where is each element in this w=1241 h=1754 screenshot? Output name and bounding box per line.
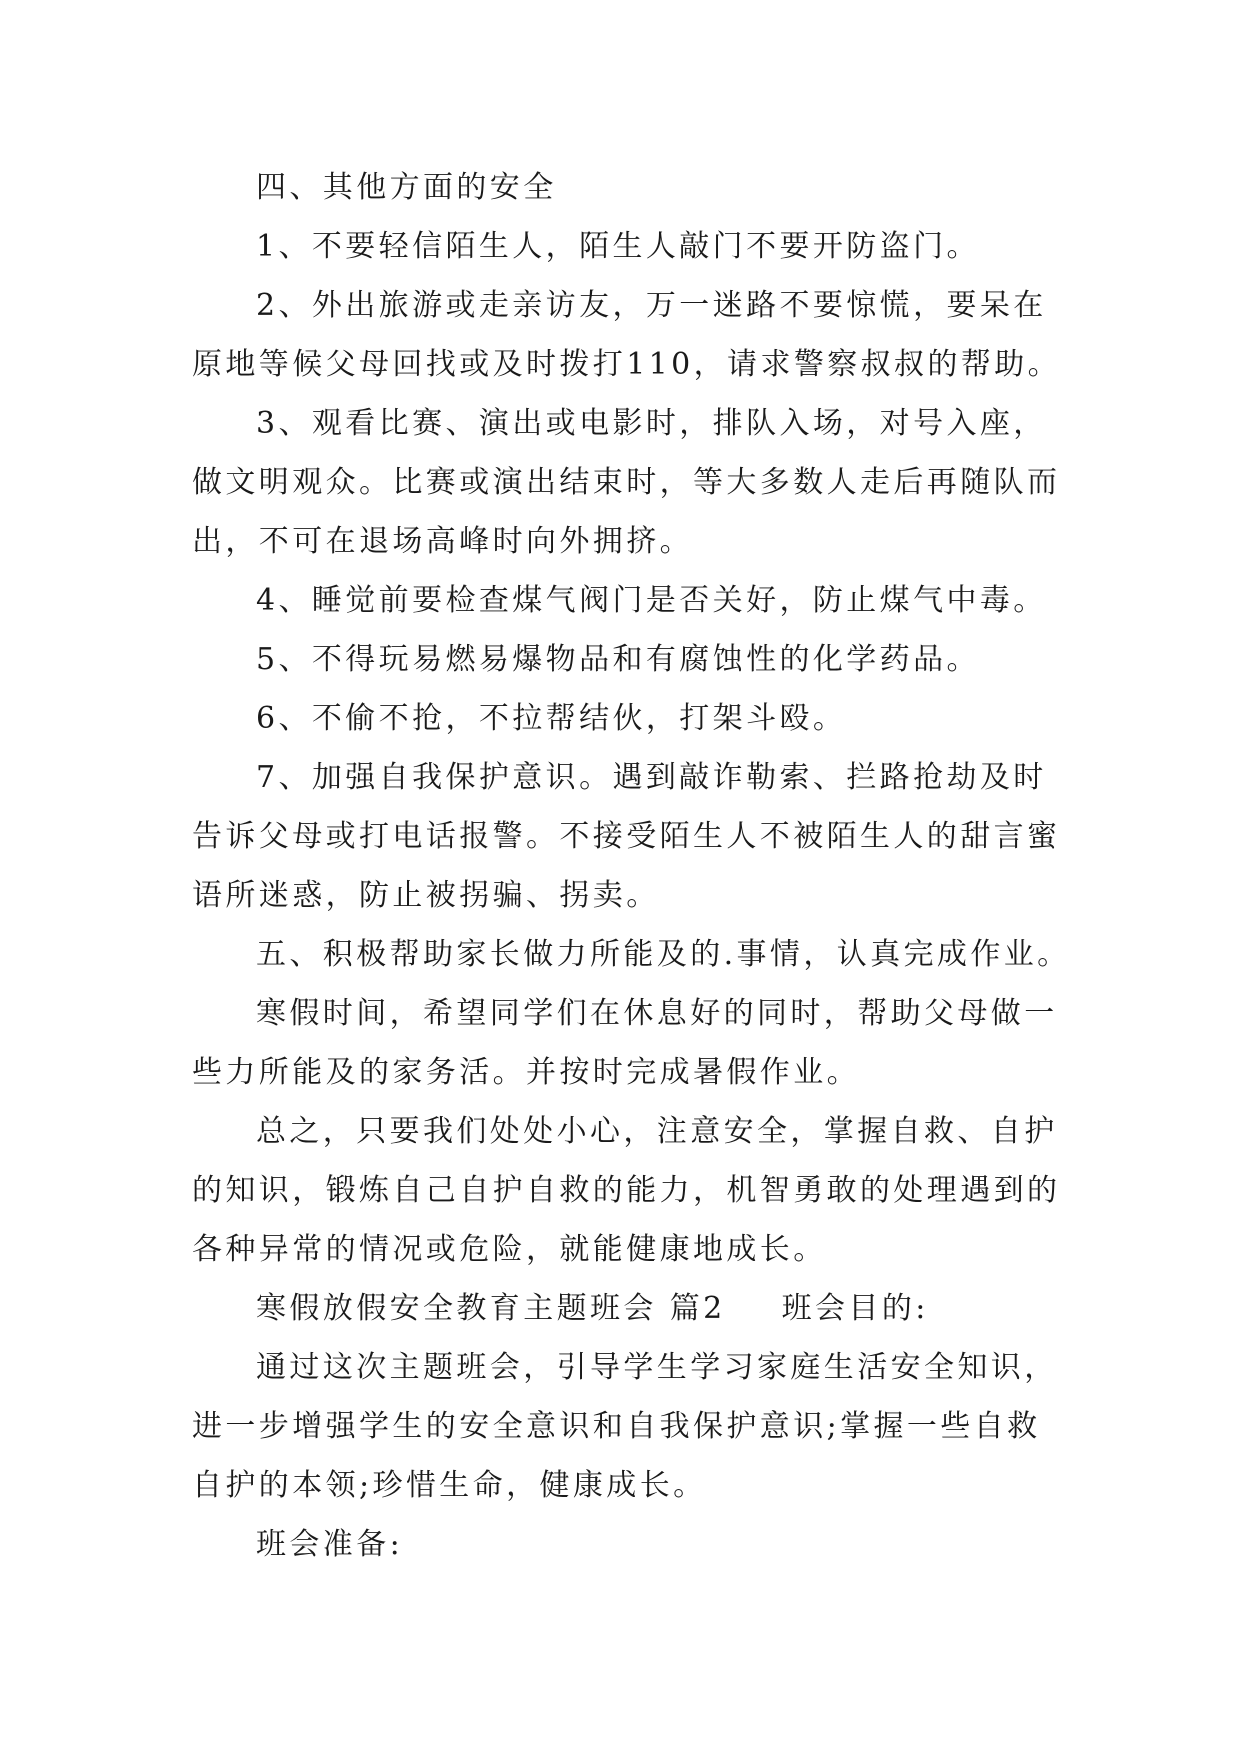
paragraph-item-4: 4、睡觉前要检查煤气阀门是否关好，防止煤气中毒。 xyxy=(256,583,1047,618)
paragraph-winter-break: 寒假时间，希望同学们在休息好的同时，帮助父母做一些力所能及的家务活。并按时完成暑假作业。 xyxy=(192,996,1058,1090)
paragraph-meeting-preparation: 班会准备: xyxy=(256,1527,404,1562)
heading-line xyxy=(192,1279,1072,1338)
paragraph-section-four-heading: 四、其他方面的安全 xyxy=(256,170,557,205)
article-subtitle: 班会目的: xyxy=(781,1291,929,1326)
paragraph-item-3: 3、观看比赛、演出或电影时，排队入场，对号入座，做文明观众。比赛或演出结束时，等大多数人走后再随队而出，不可在退场高峰时向外拥挤。 xyxy=(192,406,1061,559)
article-title: 寒假放假安全教育主题班会 篇2 xyxy=(256,1291,726,1326)
paragraph-item-5: 5、不得玩易燃易爆物品和有腐蚀性的化学药品。 xyxy=(256,642,980,677)
paragraph-item-1: 1、不要轻信陌生人，陌生人敲门不要开防盗门。 xyxy=(256,229,980,264)
paragraph-meeting-purpose: 通过这次主题班会，引导学生学习家庭生活安全知识，进一步增强学生的安全意识和自我保护意识;掌握一些自救自护的本领;珍惜生命，健康成长。 xyxy=(192,1350,1058,1503)
paragraph-item-6: 6、不偷不抢，不拉帮结伙，打架斗殴。 xyxy=(256,701,847,736)
paragraph-item-2: 2、外出旅游或走亲访友，万一迷路不要惊慌，要呆在原地等候父母回找或及时拨打110，请求警察叔叔的帮助。 xyxy=(192,288,1062,382)
paragraph-section-five: 五、积极帮助家长做力所能及的.事情，认真完成作业。 xyxy=(256,937,1071,972)
paragraph-item-7: 7、加强自我保护意识。遇到敲诈勒索、拦路抢劫及时告诉父母或打电话报警。不接受陌生人不被陌生人的甜言蜜语所迷惑，防止被拐骗、拐卖。 xyxy=(192,760,1061,913)
document-body xyxy=(192,158,1072,1574)
paragraph-conclusion: 总之，只要我们处处小心，注意安全，掌握自救、自护的知识，锻炼自己自护自救的能力，机智勇敢的处理遇到的各种异常的情况或危险，就能健康地成长。 xyxy=(192,1114,1061,1267)
